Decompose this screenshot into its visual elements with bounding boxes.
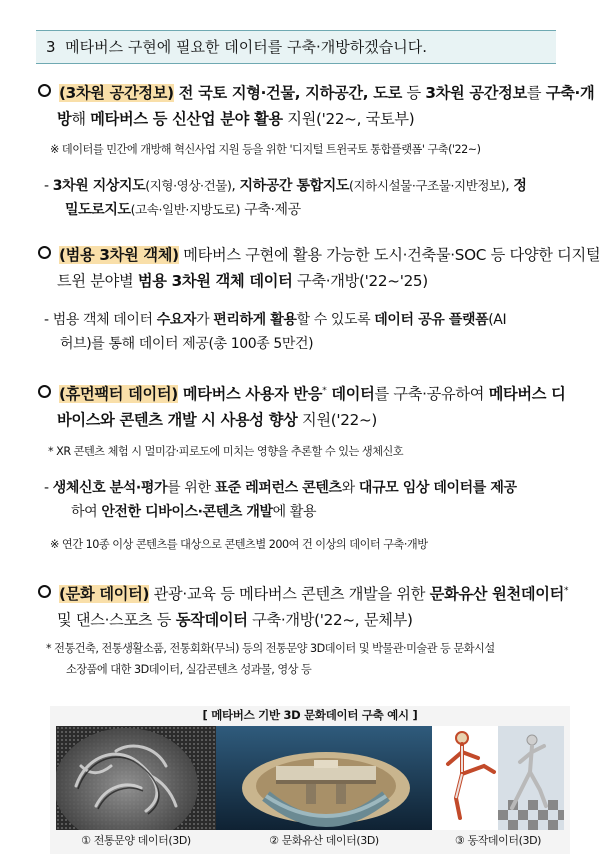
bold-text: 구축·개 <box>545 84 595 102</box>
bold-text: 수요자 <box>156 312 197 328</box>
text: , <box>505 178 514 194</box>
bold-text: 안전한 디바이스·콘텐츠 개발 <box>101 504 273 520</box>
item2-detail-line2 <box>44 332 574 356</box>
caption-traditional-pattern: ① 전통문양 데이터(3D) <box>81 834 191 847</box>
heritage-3d-icon <box>216 726 432 830</box>
item-culture-data <box>38 578 568 633</box>
text: 를 위한 <box>167 480 215 496</box>
text: 구축·개방('22~'25) <box>292 272 428 290</box>
highlight-label: (3차원 공간정보) <box>59 84 174 102</box>
text: - <box>44 480 53 496</box>
bold-text: 지하공간 통합지도 <box>239 178 349 194</box>
bold-text: 3차원 지상지도 <box>52 178 146 194</box>
text: , <box>231 178 240 194</box>
item2-detail <box>44 308 574 356</box>
item1-detail-line2 <box>44 198 574 222</box>
note-text: ※ 데이터를 민간에 개방해 혁신사업 지원 등을 위한 '디지털 트윈국토 통합플랫폼' 구축('22~) <box>50 143 481 156</box>
note-text: ※ 연간 10종 이상 콘텐츠를 대상으로 콘텐츠별 200여 건 이상의 데이터 구축·개방 <box>50 538 428 551</box>
pattern-3d-icon <box>56 726 216 830</box>
text: 해 <box>71 110 91 128</box>
item1-detail <box>44 174 574 222</box>
item1-line1 <box>38 80 595 106</box>
section-heading <box>36 30 556 64</box>
item3-note <box>48 443 578 461</box>
text: (지형·영상·건물) <box>145 178 232 193</box>
section-title: 메타버스 구현에 필요한 데이터를 구축·개방하겠습니다. <box>65 38 427 56</box>
item-human-factor <box>38 378 568 433</box>
figure-title: [ 메타버스 기반 3D 문화데이터 구축 예시 ] <box>202 708 418 722</box>
text: 지원('22~) <box>297 411 378 430</box>
text: 가 <box>196 312 214 328</box>
text: 할 수 있도록 <box>296 312 375 328</box>
text: 하여 <box>71 504 102 520</box>
text: 지원('22~, 국토부) <box>282 110 415 128</box>
caption-cultural-heritage: ② 문화유산 데이터(3D) <box>269 834 379 847</box>
text: 를 구축·공유하여 <box>374 385 489 404</box>
bold-text: 메타버스 등 신산업 분야 활용 <box>90 110 283 128</box>
item-3d-spatial <box>38 80 595 132</box>
bold-text: 동작데이터 <box>175 611 248 630</box>
text: (지하시설물·구조물·지반정보) <box>349 178 506 193</box>
item1-line2 <box>38 106 568 132</box>
text: (고속·일반·지방도로) <box>130 202 241 217</box>
footnote-mark: * <box>322 386 327 396</box>
note-text: * XR 콘텐츠 체험 시 멀미감·피로도에 미치는 영향을 추론할 수 있는 생체신호 <box>48 445 404 458</box>
note-text: * 전통건축, 전통생활소품, 전통회화(무늬) 등의 전통문양 3D데이터 및 박물관·미술관 등 문화시설 <box>46 642 495 655</box>
footnote-mark: * <box>564 586 569 596</box>
text: 트윈 분야별 <box>57 272 138 290</box>
text: (AI <box>488 312 507 328</box>
bold-text: 편리하게 활용 <box>213 312 297 328</box>
item-general-3d-object <box>38 242 600 294</box>
bold-text: 방 <box>57 110 72 128</box>
dash: - <box>44 178 53 194</box>
bold-text: 문화유산 원천데이터 <box>429 585 564 604</box>
item3-detail-line2 <box>44 500 574 524</box>
item4-line2 <box>38 607 568 633</box>
text: 허브)를 통해 데이터 제공(총 100종 5만건) <box>60 336 314 352</box>
item3-line1 <box>38 378 568 407</box>
highlight-label: (문화 데이터) <box>59 585 150 604</box>
text: 관광·교육 등 메타버스 콘텐츠 개발을 위한 <box>149 585 430 604</box>
item2-line1 <box>38 242 600 268</box>
bold-text: 바이스와 콘텐츠 개발 시 사용성 향상 <box>57 411 298 430</box>
text: 등 <box>401 84 426 102</box>
example-figure <box>50 706 570 854</box>
section-number: 3 <box>46 38 56 56</box>
item3-detail <box>44 476 574 524</box>
bold-text: 생체신호 분석·평가 <box>52 480 168 496</box>
bold-text: 3차원 공간정보 <box>425 84 527 102</box>
circle-bullet-icon <box>38 385 51 398</box>
item1-note <box>50 141 580 159</box>
text: 및 댄스·스포츠 등 <box>57 611 176 630</box>
item2-line2 <box>38 268 568 294</box>
cultural-heritage-image <box>216 726 432 830</box>
circle-bullet-icon <box>38 246 51 259</box>
item2-detail-line1 <box>44 308 574 332</box>
bold-text: 데이터 공유 플랫폼 <box>374 312 489 328</box>
traditional-pattern-image <box>56 726 216 830</box>
text: 메타버스 구현에 활용 가능한 도시·건축물·SOC 등 다양한 디지털 <box>178 246 600 264</box>
text: 에 활용 <box>272 504 317 520</box>
highlight-label: (휴먼팩터 데이터) <box>59 385 178 404</box>
note-text: 소장품에 대한 3D데이터, 실감콘텐츠 성과물, 영상 등 <box>66 663 312 676</box>
text: 를 <box>526 84 546 102</box>
motion-data-image <box>432 726 564 830</box>
text: - 범용 객체 데이터 <box>44 312 157 328</box>
bold-text: 표준 레퍼런스 콘텐츠 <box>214 480 342 496</box>
circle-bullet-icon <box>38 84 51 97</box>
bold-text: 메타버스 디 <box>488 385 566 404</box>
bold-text: 메타버스 사용자 반응 <box>177 385 323 404</box>
circle-bullet-icon <box>38 585 51 598</box>
bold-text: 정 <box>513 178 527 194</box>
bold-text: 전 국토 지형·건물, 지하공간, 도로 <box>173 84 402 102</box>
text: 구축·제공 <box>240 202 301 218</box>
item1-detail-line1 <box>44 174 574 198</box>
bold-text: 범용 3차원 객체 데이터 <box>137 272 293 290</box>
bold-text: 대규모 임상 데이터를 제공 <box>358 480 517 496</box>
bold-text: 데이터 <box>326 385 375 404</box>
text: 와 <box>341 480 359 496</box>
item3-detail-line1 <box>44 476 574 500</box>
item4-note <box>46 640 576 679</box>
bold-text: 밀도로지도 <box>65 202 131 218</box>
item3-line2 <box>38 407 568 433</box>
item4-line1 <box>38 578 568 607</box>
motion-3d-icon <box>432 726 564 830</box>
item3-note2 <box>50 536 580 554</box>
text: 구축·개방('22~, 문체부) <box>247 611 413 630</box>
highlight-label: (범용 3차원 객체) <box>59 246 179 264</box>
caption-motion-data: ③ 동작데이터(3D) <box>454 834 542 847</box>
